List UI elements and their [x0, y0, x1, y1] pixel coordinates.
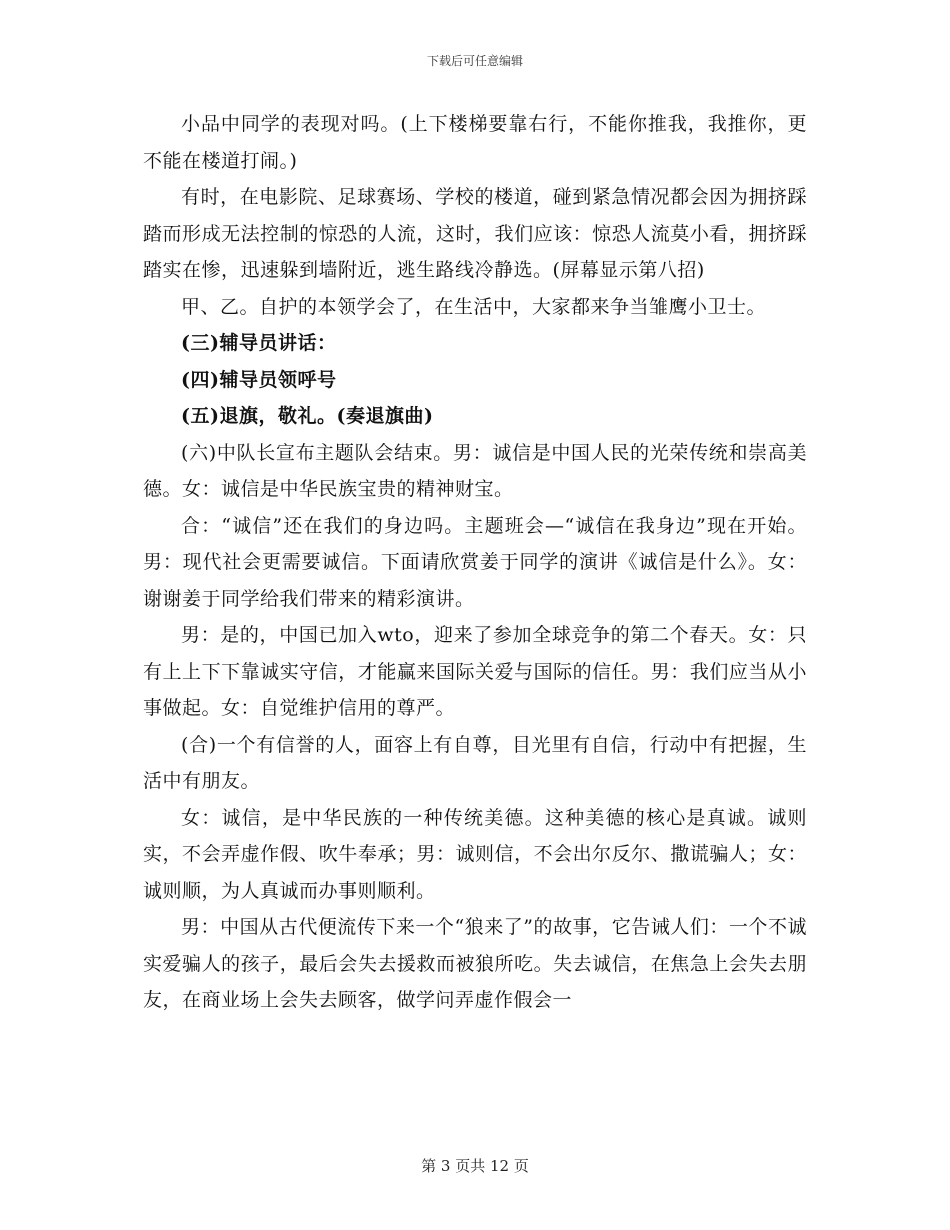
paragraph: 合：“诚信”还在我们的身边吗。主题班会—“诚信在我身边”现在开始。男：现代社会更需要诚信。下面请欣赏姜于同学的演讲《诚信是什么》。女：谢谢姜于同学给我们带来的精彩演讲。	[143, 514, 807, 610]
paragraph: (六)中队长宣布主题队会结束。男：诚信是中国人民的光荣传统和崇高美德。女：诚信是中华民族宝贵的精神财宝。	[143, 441, 807, 500]
page-footer: 第 3 页共 12 页	[421, 1157, 529, 1175]
paragraph: 小品中同学的表现对吗。(上下楼梯要靠右行，不能你推我，我推你，更不能在楼道打闹。)	[143, 113, 807, 172]
section-heading: (四)辅导员领呼号	[181, 368, 337, 391]
paragraph: 男：是的，中国已加入wto，迎来了参加全球竞争的第二个春天。女：只有上上下下靠诚实守信，才能赢来国际关爱与国际的信任。男：我们应当从小事做起。女：自觉维护信用的尊严。	[143, 624, 807, 719]
paragraph: 有时，在电影院、足球赛场、学校的楼道，碰到紧急情况都会因为拥挤踩踏而形成无法控制的惊恐的人流，这时，我们应该：惊恐人流莫小看，拥挤踩踏实在惨，迅速躲到墙附近，逃生路线冷静选。(屏幕显示第八招)	[143, 186, 807, 281]
paragraph: 女：诚信，是中华民族的一种传统美德。这种美德的核心是真诚。诚则实，不会弄虚作假、吹牛奉承；男：诚则信，不会出尔反尔、撒谎骗人；女：诚则顺，为人真诚而办事则顺利。	[143, 806, 807, 902]
paragraph: 甲、乙。自护的本领学会了，在生活中，大家都来争当雏鹰小卫士。	[181, 295, 767, 318]
paragraph: 男：中国从古代便流传下来一个“狼来了”的故事，它告诫人们：一个不诚实爱骗人的孩子，最后会失去援救而被狼所吃。失去诚信，在焦急上会失去朋友，在商业场上会失去顾客，做学问弄虚作假会一	[143, 916, 807, 1011]
document-body	[143, 106, 807, 1019]
paragraph: (合)一个有信誉的人，面容上有自尊，目光里有自信，行动中有把握，生活中有朋友。	[143, 733, 807, 792]
section-heading: (三)辅导员讲话：	[181, 332, 337, 354]
page-header: 下载后可任意编辑	[426, 54, 523, 68]
section-heading: (五)退旗，敬礼。(奏退旗曲)	[181, 405, 434, 427]
